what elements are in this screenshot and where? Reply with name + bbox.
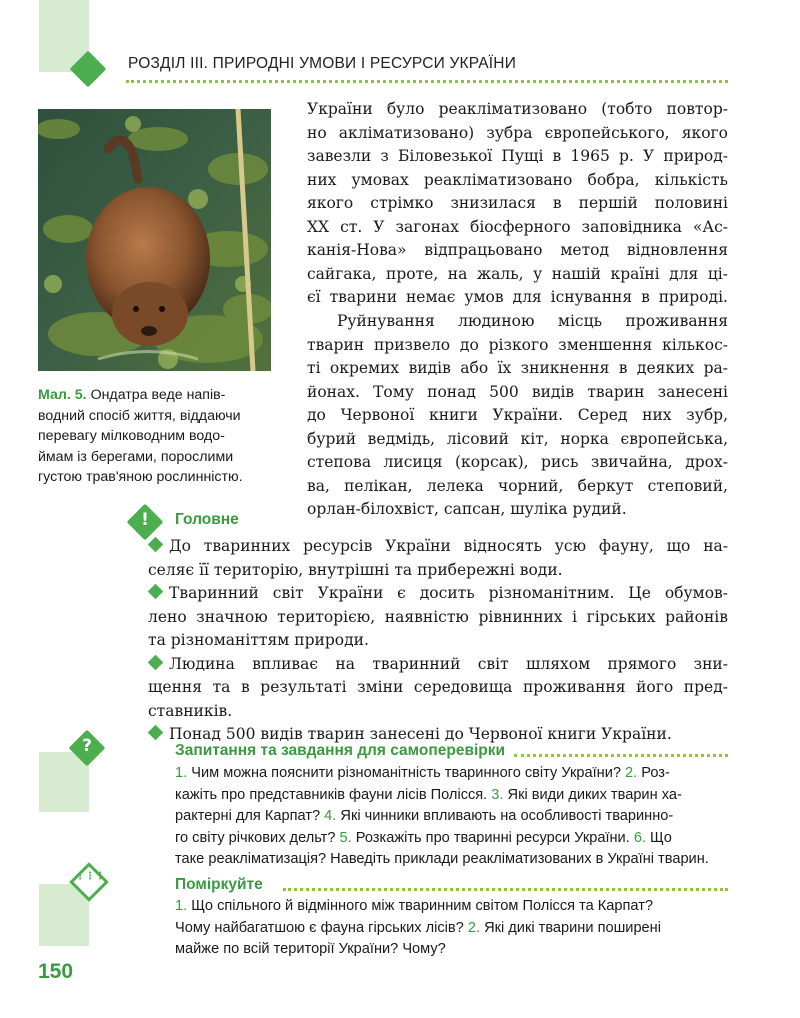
question-text: таке реакліматизація? Наведіть приклади реакліматизованих в Україні тварин. (175, 851, 709, 867)
question-number: 2. (467, 919, 481, 936)
text-line: йонах. Тому понад 500 видів тварин занесені (307, 382, 728, 401)
text-line: канія-Нова» відпрацьовано метод відновлення (307, 241, 728, 259)
text-line: них умовах реакліматизовано бобра, кількість (307, 170, 728, 189)
diamond-bullet-icon (148, 537, 164, 553)
text-line: ті окремих видів або їх зникнення в деяких ра- (307, 359, 728, 377)
text-line: бурий ведмідь, лісовий кіт, норка європейська, (307, 429, 728, 448)
page-number: 150 (38, 960, 74, 983)
diamond-bullet-icon (148, 725, 164, 741)
body-paragraph-1 (307, 98, 728, 310)
question-line (175, 806, 735, 828)
text-line: тварин призвело до різкого зменшення кількос- (307, 335, 728, 354)
text-line: завезли з Біловезької Пущі в 1965 р. У природ- (307, 147, 728, 165)
think-text (175, 896, 735, 961)
question-line (175, 918, 735, 940)
figure-label: Мал. 5. (38, 387, 87, 403)
question-text: го світу річкових дельт? (175, 829, 340, 846)
questions-dotted-divider (514, 754, 728, 757)
question-text: Розкажіть про тваринні ресурси України. (351, 829, 634, 846)
question-number: 5. (339, 829, 352, 846)
bullet-line: селяє її територію, внутрішні та прибережні води. (148, 560, 563, 579)
diamond-bullet-icon (148, 654, 164, 670)
main-points-heading: Головне (175, 511, 239, 528)
question-text: майже по всій території України? Чому? (175, 941, 446, 957)
bullet-line: Понад 500 видів тварин занесені до Червоної книги України. (148, 723, 728, 747)
body-paragraph-2 (307, 310, 728, 522)
section-title: РОЗДІЛ ІІІ. ПРИРОДНІ УМОВИ І РЕСУРСИ УКРАЇНИ (128, 55, 517, 72)
diamond-bullet-icon (148, 584, 164, 600)
question-text: Які дикі тварини поширені (480, 919, 661, 936)
text-line: якого стрімко знизилася в першій половині (307, 194, 728, 212)
question-number: 3. (491, 786, 504, 803)
question-line (175, 763, 735, 785)
text-line: ва, пелікан, лелека чорний, беркут степовий, (307, 476, 728, 495)
figure-caption (38, 385, 278, 488)
bullet-line: ставників. (148, 701, 233, 720)
question-text: Що спільного й відмінного між тваринним світом Полісся та Карпат? (187, 898, 654, 914)
bullet-line: Людина впливає на тваринний світ шляхом прямого зни- (148, 653, 728, 677)
bullet-line: щення та в результаті зміни середовища проживання його пред- (148, 678, 728, 696)
question-line (175, 785, 735, 807)
question-mark-icon: ? (82, 736, 92, 756)
question-number: 1. (175, 898, 188, 914)
questions-heading: Запитання та завдання для самоперевірки (175, 742, 506, 759)
question-text: Роз- (637, 765, 670, 781)
questions-text (175, 763, 735, 871)
question-text: кажіть про представників фауни лісів Полісся. (175, 786, 492, 803)
text-line: України було реакліматизовано (тобто повтор- (307, 100, 728, 118)
main-points-list (148, 535, 728, 747)
question-text: Чим можна пояснити різноманітність тваринного світу України? (187, 765, 626, 781)
muskrat-photo (38, 109, 271, 371)
caption-line: густою трав'яною рослинністю. (38, 469, 243, 485)
header-dotted-divider (126, 80, 728, 83)
exclamation-icon: ! (141, 510, 149, 530)
think-heading: Поміркуйте (175, 876, 263, 893)
caption-line: Ондатра веде напів- (86, 387, 226, 403)
bullet-line: До тваринних ресурсів України відносять усю фауну, що на- (148, 535, 728, 559)
question-text: Які види диких тварин ха- (503, 786, 682, 803)
question-line (175, 849, 735, 871)
think-dotted-divider (283, 888, 728, 891)
question-text: Які чинники впливають на особливості тваринно- (336, 808, 674, 824)
bullet-line: лено значною територією, наявністю рівнинних і гірських районів (148, 607, 728, 626)
question-line (175, 939, 735, 961)
text-line: но акліматизовано) зубра європейського, якого (307, 123, 728, 142)
question-number: 4. (324, 808, 337, 824)
dots-icon: ⋮⋮⋮ (75, 871, 105, 882)
question-number: 6. (633, 829, 646, 846)
text-line: степова лисиця (корсак), рись звичайна, дрох- (307, 453, 728, 471)
caption-line: водний спосіб життя, віддаючи (38, 407, 241, 424)
text-line: єї тварини немає умов для існування в природі. (307, 288, 728, 306)
question-number: 1. (175, 765, 188, 781)
question-text: Чому найбагатшою є фауна гірських лісів? (175, 919, 468, 936)
text-line: сайгака, проте, на жаль, у нашій країні для ці- (307, 264, 728, 283)
text-line: XX ст. У загонах біосферного заповідника «Ас- (307, 217, 728, 236)
caption-line: перевагу мілководним водо- (38, 428, 225, 444)
question-line (175, 828, 735, 850)
bullet-line: та різноманіттям природи. (148, 631, 369, 649)
text-line: до Червоної книги України. Серед них зубр, (307, 406, 728, 424)
question-text: рактерні для Карпат? (175, 808, 325, 824)
text-line: орлан-білохвіст, сапсан, шуліка рудий. (307, 500, 627, 518)
question-line (175, 896, 735, 918)
bullet-line: Тваринний світ України є досить різноманітним. Це обумов- (148, 582, 728, 606)
caption-line: ймам із берегами, порослими (38, 448, 234, 465)
text-line: Руйнування людиною місць проживання (337, 312, 728, 330)
question-text: Що (646, 829, 672, 846)
question-number: 2. (625, 765, 638, 781)
